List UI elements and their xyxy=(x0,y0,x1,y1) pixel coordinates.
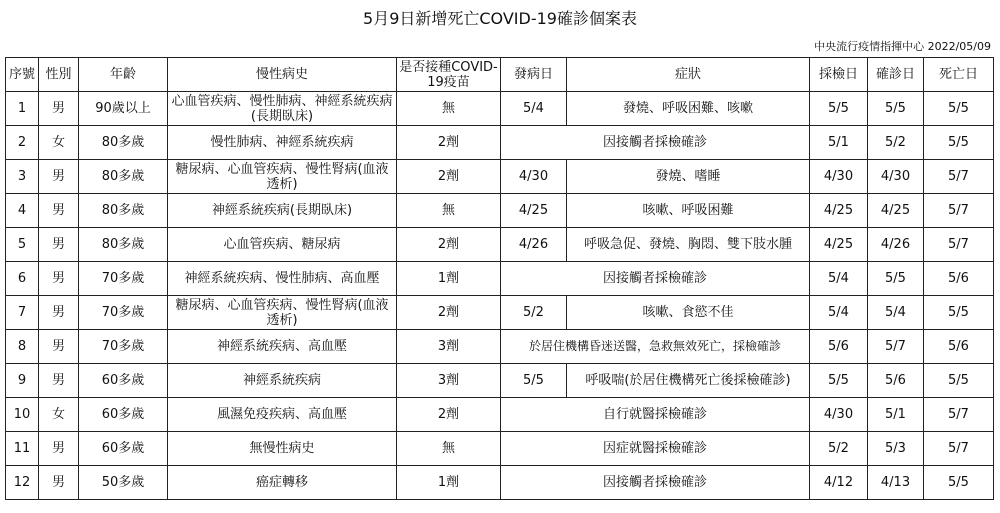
cell-merged: 因症就醫採檢確診 xyxy=(501,432,810,466)
cell-sample: 5/4 xyxy=(810,262,868,296)
cell-confirm: 5/5 xyxy=(868,262,924,296)
cell-symptoms: 發燒、嗜睡 xyxy=(567,160,810,194)
cell-symptoms: 發燒、呼吸困難、咳嗽 xyxy=(567,92,810,126)
cell-vaccine: 1劑 xyxy=(397,466,501,500)
cell-no: 6 xyxy=(6,262,39,296)
cell-sex: 男 xyxy=(39,228,79,262)
cell-sex: 男 xyxy=(39,194,79,228)
cell-vaccine: 2劑 xyxy=(397,398,501,432)
cell-confirm: 5/1 xyxy=(868,398,924,432)
header-death: 死亡日 xyxy=(924,58,994,92)
cell-onset: 5/5 xyxy=(501,364,567,398)
header-onset: 發病日 xyxy=(501,58,567,92)
cell-chronic: 心血管疾病、糖尿病 xyxy=(168,228,397,262)
cell-no: 2 xyxy=(6,126,39,160)
cell-sample: 5/1 xyxy=(810,126,868,160)
cell-sample: 4/30 xyxy=(810,398,868,432)
cell-age: 50多歲 xyxy=(79,466,168,500)
cell-symptoms: 咳嗽、呼吸困難 xyxy=(567,194,810,228)
cell-confirm: 5/2 xyxy=(868,126,924,160)
cell-no: 9 xyxy=(6,364,39,398)
cell-sex: 男 xyxy=(39,330,79,364)
table-row xyxy=(6,364,994,398)
cell-chronic: 糖尿病、心血管疾病、慢性腎病(血液透析) xyxy=(168,160,397,194)
cell-confirm: 4/26 xyxy=(868,228,924,262)
cell-death: 5/7 xyxy=(924,160,994,194)
header-age: 年齡 xyxy=(79,58,168,92)
cell-sex: 男 xyxy=(39,160,79,194)
cell-death: 5/7 xyxy=(924,398,994,432)
cell-confirm: 5/6 xyxy=(868,364,924,398)
cell-merged: 因接觸者採檢確診 xyxy=(501,466,810,500)
table-row xyxy=(6,432,994,466)
cell-age: 70多歲 xyxy=(79,330,168,364)
cell-death: 5/5 xyxy=(924,296,994,330)
cell-chronic: 糖尿病、心血管疾病、慢性腎病(血液透析) xyxy=(168,296,397,330)
cell-chronic: 心血管疾病、慢性肺病、神經系統疾病(長期臥床) xyxy=(168,92,397,126)
death-case-table xyxy=(5,57,994,500)
cell-chronic: 無慢性病史 xyxy=(168,432,397,466)
table-header-row xyxy=(6,58,994,92)
cell-merged: 於居住機構昏迷送醫，急救無效死亡，採檢確診 xyxy=(501,330,810,364)
cell-no: 10 xyxy=(6,398,39,432)
cell-sex: 女 xyxy=(39,398,79,432)
cell-death: 5/7 xyxy=(924,228,994,262)
cell-no: 3 xyxy=(6,160,39,194)
cell-confirm: 5/5 xyxy=(868,92,924,126)
cell-merged: 因接觸者採檢確診 xyxy=(501,262,810,296)
cell-vaccine: 2劑 xyxy=(397,228,501,262)
cell-onset: 4/26 xyxy=(501,228,567,262)
cell-no: 8 xyxy=(6,330,39,364)
cell-confirm: 5/3 xyxy=(868,432,924,466)
cell-death: 5/5 xyxy=(924,364,994,398)
cell-age: 60多歲 xyxy=(79,432,168,466)
cell-sample: 5/6 xyxy=(810,330,868,364)
cell-no: 11 xyxy=(6,432,39,466)
cell-sample: 4/25 xyxy=(810,194,868,228)
cell-sex: 男 xyxy=(39,466,79,500)
table-row xyxy=(6,262,994,296)
cell-sample: 5/4 xyxy=(810,296,868,330)
cell-death: 5/6 xyxy=(924,262,994,296)
cell-sex: 男 xyxy=(39,364,79,398)
cell-sample: 4/12 xyxy=(810,466,868,500)
cell-death: 5/5 xyxy=(924,126,994,160)
cell-sample: 5/5 xyxy=(810,92,868,126)
cell-vaccine: 無 xyxy=(397,194,501,228)
cell-sample: 5/2 xyxy=(810,432,868,466)
table-row xyxy=(6,398,994,432)
cell-vaccine: 2劑 xyxy=(397,160,501,194)
cell-chronic: 神經系統疾病、慢性肺病、高血壓 xyxy=(168,262,397,296)
cell-vaccine: 無 xyxy=(397,92,501,126)
cell-age: 70多歲 xyxy=(79,296,168,330)
table-row xyxy=(6,194,994,228)
table-row xyxy=(6,228,994,262)
cell-sex: 男 xyxy=(39,432,79,466)
header-sex: 性別 xyxy=(39,58,79,92)
cell-confirm: 5/7 xyxy=(868,330,924,364)
cell-age: 90歲以上 xyxy=(79,92,168,126)
cell-age: 80多歲 xyxy=(79,126,168,160)
header-vaccine: 是否接種COVID-19疫苗 xyxy=(397,58,501,92)
table-row xyxy=(6,466,994,500)
cell-age: 60多歲 xyxy=(79,398,168,432)
cell-chronic: 癌症轉移 xyxy=(168,466,397,500)
cell-sex: 女 xyxy=(39,126,79,160)
table-row xyxy=(6,160,994,194)
cell-vaccine: 2劑 xyxy=(397,126,501,160)
cell-chronic: 神經系統疾病、高血壓 xyxy=(168,330,397,364)
cell-death: 5/7 xyxy=(924,194,994,228)
cell-sample: 5/5 xyxy=(810,364,868,398)
cell-confirm: 4/25 xyxy=(868,194,924,228)
cell-symptoms: 呼吸喘(於居住機構死亡後採檢確診) xyxy=(567,364,810,398)
cell-vaccine: 2劑 xyxy=(397,296,501,330)
cell-sample: 4/25 xyxy=(810,228,868,262)
cell-confirm: 5/4 xyxy=(868,296,924,330)
cell-merged: 因接觸者採檢確診 xyxy=(501,126,810,160)
cell-confirm: 4/30 xyxy=(868,160,924,194)
header-confirm: 確診日 xyxy=(868,58,924,92)
cell-age: 80多歲 xyxy=(79,160,168,194)
cell-chronic: 神經系統疾病 xyxy=(168,364,397,398)
cell-chronic: 風濕免疫疾病、高血壓 xyxy=(168,398,397,432)
header-no: 序號 xyxy=(6,58,39,92)
cell-no: 4 xyxy=(6,194,39,228)
table-row xyxy=(6,126,994,160)
cell-death: 5/6 xyxy=(924,330,994,364)
header-chronic: 慢性病史 xyxy=(168,58,397,92)
cell-sex: 男 xyxy=(39,296,79,330)
cell-chronic: 神經系統疾病(長期臥床) xyxy=(168,194,397,228)
cell-onset: 4/30 xyxy=(501,160,567,194)
cell-onset: 5/4 xyxy=(501,92,567,126)
cell-vaccine: 1劑 xyxy=(397,262,501,296)
source-note: 中央流行疫情指揮中心 2022/05/09 xyxy=(814,40,991,53)
page-title: 5月9日新增死亡COVID-19確診個案表 xyxy=(363,9,637,28)
cell-death: 5/7 xyxy=(924,432,994,466)
cell-onset: 4/25 xyxy=(501,194,567,228)
cell-confirm: 4/13 xyxy=(868,466,924,500)
header-sample: 採檢日 xyxy=(810,58,868,92)
cell-death: 5/5 xyxy=(924,92,994,126)
cell-death: 5/5 xyxy=(924,466,994,500)
header-symptoms: 症狀 xyxy=(567,58,810,92)
cell-no: 12 xyxy=(6,466,39,500)
table-row xyxy=(6,92,994,126)
cell-sample: 4/30 xyxy=(810,160,868,194)
cell-no: 1 xyxy=(6,92,39,126)
cell-merged: 自行就醫採檢確診 xyxy=(501,398,810,432)
cell-sex: 男 xyxy=(39,262,79,296)
cell-no: 7 xyxy=(6,296,39,330)
cell-vaccine: 無 xyxy=(397,432,501,466)
cell-chronic: 慢性肺病、神經系統疾病 xyxy=(168,126,397,160)
cell-age: 70多歲 xyxy=(79,262,168,296)
table-row xyxy=(6,296,994,330)
cell-no: 5 xyxy=(6,228,39,262)
cell-vaccine: 3劑 xyxy=(397,364,501,398)
cell-vaccine: 3劑 xyxy=(397,330,501,364)
cell-symptoms: 呼吸急促、發燒、胸悶、雙下肢水腫 xyxy=(567,228,810,262)
cell-sex: 男 xyxy=(39,92,79,126)
cell-onset: 5/2 xyxy=(501,296,567,330)
cell-symptoms: 咳嗽、食慾不佳 xyxy=(567,296,810,330)
cell-age: 80多歲 xyxy=(79,228,168,262)
cell-age: 80多歲 xyxy=(79,194,168,228)
cell-age: 60多歲 xyxy=(79,364,168,398)
table-row xyxy=(6,330,994,364)
